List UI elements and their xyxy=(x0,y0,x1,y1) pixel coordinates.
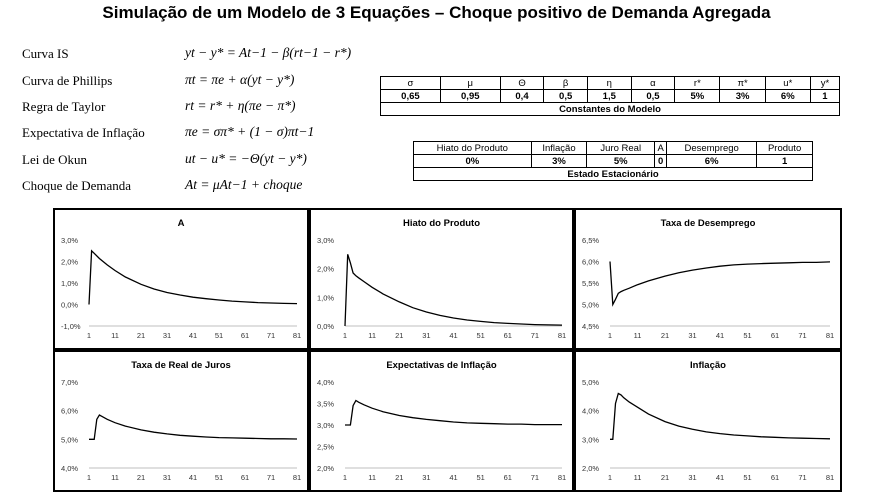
series-line xyxy=(89,415,297,439)
y-tick-label: 3,0% xyxy=(61,236,79,245)
x-tick-label: 61 xyxy=(770,473,780,482)
y-tick-label: 2,0% xyxy=(317,464,335,473)
chart-svg xyxy=(576,210,840,348)
x-tick-label: 51 xyxy=(214,473,224,482)
x-tick-label: 81 xyxy=(292,331,302,340)
steady-state-caption-row xyxy=(414,168,813,181)
x-tick-label: 21 xyxy=(660,473,670,482)
y-tick-label: 6,0% xyxy=(582,257,600,267)
table-cell: A xyxy=(655,142,667,155)
chart-title: Hiato do Produto xyxy=(402,218,481,229)
table-cell: 6% xyxy=(667,155,757,168)
table-cell: 0 xyxy=(655,155,667,168)
x-tick-label: 71 xyxy=(530,473,540,482)
chart-panel-expectativas xyxy=(309,350,574,492)
x-tick-label: 41 xyxy=(449,473,458,482)
x-tick-label: 51 xyxy=(743,473,752,482)
x-tick-label: 1 xyxy=(86,473,92,482)
x-tick-label: 31 xyxy=(688,331,697,340)
chart-panel-a xyxy=(53,208,309,350)
table-cell: Desemprego xyxy=(667,142,757,155)
x-tick-label: 41 xyxy=(715,473,725,482)
y-tick-label: 1,0% xyxy=(317,293,335,303)
series-line xyxy=(610,262,830,305)
chart-svg xyxy=(55,210,307,348)
x-tick-label: 11 xyxy=(368,331,377,340)
x-tick-label: 31 xyxy=(422,473,431,482)
x-tick-label: 71 xyxy=(530,331,540,340)
steady-state-table xyxy=(413,141,813,181)
chart-title: Expectativas de Inflação xyxy=(386,360,497,371)
page-title: Simulação de um Modelo de 3 Equações – Choque positivo de Demanda Agregada xyxy=(102,3,771,22)
steady-state-caption: Estado Estacionário xyxy=(414,168,813,181)
x-tick-label: 21 xyxy=(395,473,404,482)
series-line xyxy=(345,401,562,426)
x-tick-label: 81 xyxy=(825,473,835,482)
table-cell: 0,65 xyxy=(381,90,441,103)
table-cell: 5% xyxy=(587,155,655,168)
x-tick-label: 51 xyxy=(476,473,485,482)
chart-panel-desemprego xyxy=(574,208,842,350)
y-tick-label: 0,0% xyxy=(317,322,335,331)
y-tick-label: 3,5% xyxy=(317,399,335,409)
x-tick-label: 51 xyxy=(214,331,224,340)
y-tick-label: 1,0% xyxy=(61,279,79,288)
chart-title: Taxa de Desemprego xyxy=(660,218,756,229)
x-tick-label: 11 xyxy=(368,473,377,482)
table-cell: σ xyxy=(381,77,441,90)
equation-formula-shock: At = μAt−1 + choque xyxy=(185,177,303,192)
x-tick-label: 21 xyxy=(136,331,146,340)
x-tick-label: 21 xyxy=(660,331,670,340)
x-tick-label: 81 xyxy=(825,331,835,340)
steady-state-header-row xyxy=(414,142,813,155)
equation-formula-expectations: πe = σπ* + (1 − σ)πt−1 xyxy=(185,124,315,139)
y-tick-label: 5,0% xyxy=(582,378,600,387)
table-cell: 0% xyxy=(414,155,532,168)
chart-title: A xyxy=(177,218,185,229)
x-tick-label: 31 xyxy=(422,331,431,340)
table-cell: 6% xyxy=(765,90,810,103)
chart-svg xyxy=(311,352,572,490)
equation-formula-taylor: rt = r* + η(πe − π*) xyxy=(185,98,296,113)
x-tick-label: 31 xyxy=(162,331,172,340)
x-tick-label: 31 xyxy=(688,473,697,482)
y-tick-label: 7,0% xyxy=(61,378,79,387)
x-tick-label: 51 xyxy=(743,331,752,340)
chart-svg xyxy=(55,352,307,490)
x-tick-label: 61 xyxy=(240,331,250,340)
table-cell: Θ xyxy=(500,77,544,90)
x-tick-label: 61 xyxy=(503,473,512,482)
constants-header-row xyxy=(381,77,840,90)
table-cell: Inflação xyxy=(531,142,587,155)
y-tick-label: 2,0% xyxy=(61,257,79,267)
x-tick-label: 1 xyxy=(86,331,92,340)
y-tick-label: 6,5% xyxy=(582,236,600,245)
chart-title: Inflação xyxy=(690,360,726,371)
table-cell: μ xyxy=(440,77,500,90)
chart-panel-juros xyxy=(53,350,309,492)
y-tick-label: 6,0% xyxy=(61,406,79,416)
x-tick-label: 1 xyxy=(342,331,348,340)
x-tick-label: 11 xyxy=(111,473,119,482)
y-tick-label: 3,0% xyxy=(582,435,600,445)
x-tick-label: 1 xyxy=(342,473,348,482)
x-tick-label: 71 xyxy=(798,473,807,482)
table-cell: 1 xyxy=(810,90,839,103)
x-tick-label: 41 xyxy=(715,331,725,340)
table-cell: 0,95 xyxy=(440,90,500,103)
series-line xyxy=(345,254,562,326)
equation-formula-phillips: πt = πe + α(yt − y*) xyxy=(185,72,295,87)
table-cell: π* xyxy=(720,77,765,90)
table-cell: 0,4 xyxy=(500,90,544,103)
chart-panel-inflacao xyxy=(574,350,842,492)
steady-state-value-row xyxy=(414,155,813,168)
equation-label-phillips: Curva de Phillips xyxy=(22,73,113,88)
x-tick-label: 41 xyxy=(188,331,198,340)
x-tick-label: 51 xyxy=(476,331,485,340)
x-tick-label: 11 xyxy=(633,473,642,482)
x-tick-label: 81 xyxy=(292,473,302,482)
equation-label-expectations: Expectativa de Inflação xyxy=(22,125,145,140)
table-cell: 0,5 xyxy=(544,90,588,103)
x-tick-label: 71 xyxy=(266,331,276,340)
y-tick-label: 4,0% xyxy=(582,406,600,416)
chart-svg xyxy=(311,210,572,348)
y-tick-label: 5,0% xyxy=(582,300,600,310)
x-tick-label: 41 xyxy=(188,473,198,482)
table-cell: Hiato do Produto xyxy=(414,142,532,155)
table-cell: 3% xyxy=(720,90,765,103)
y-tick-label: 4,0% xyxy=(317,378,335,387)
table-cell: u* xyxy=(765,77,810,90)
y-tick-label: 5,5% xyxy=(582,279,600,288)
equation-formula-okun: ut − u* = −Θ(yt − y*) xyxy=(185,151,307,166)
x-tick-label: 31 xyxy=(162,473,172,482)
y-tick-label: 3,0% xyxy=(317,421,335,430)
table-cell: r* xyxy=(675,77,720,90)
x-tick-label: 81 xyxy=(557,331,567,340)
x-tick-label: 81 xyxy=(557,473,567,482)
table-cell: 1 xyxy=(757,155,813,168)
y-tick-label: 3,0% xyxy=(317,236,335,245)
equation-label-is: Curva IS xyxy=(22,46,69,61)
constants-value-row xyxy=(381,90,840,103)
table-cell: Juro Real xyxy=(587,142,655,155)
series-line xyxy=(610,394,830,440)
constants-caption-row xyxy=(381,103,840,116)
equation-formula-is: yt − y* = At−1 − β(rt−1 − r*) xyxy=(185,45,352,60)
series-line xyxy=(89,251,297,305)
x-tick-label: 21 xyxy=(136,473,146,482)
x-tick-label: 61 xyxy=(240,473,250,482)
y-tick-label: 2,5% xyxy=(317,442,335,452)
y-tick-label: 5,0% xyxy=(61,435,79,445)
y-tick-label: 4,5% xyxy=(582,322,600,331)
table-cell: 5% xyxy=(675,90,720,103)
x-tick-label: 71 xyxy=(798,331,807,340)
y-tick-label: 2,0% xyxy=(317,264,335,274)
table-cell: β xyxy=(544,77,588,90)
x-tick-label: 1 xyxy=(607,473,613,482)
y-tick-label: 0,0% xyxy=(61,300,79,310)
x-tick-label: 11 xyxy=(111,331,119,340)
constants-caption: Constantes do Modelo xyxy=(381,103,840,116)
chart-svg xyxy=(576,352,840,490)
table-cell: y* xyxy=(810,77,839,90)
x-tick-label: 61 xyxy=(770,331,780,340)
chart-panel-hiato xyxy=(309,208,574,350)
equation-label-shock: Choque de Demanda xyxy=(22,178,132,193)
table-cell: 1,5 xyxy=(587,90,631,103)
y-tick-label: -1,0% xyxy=(61,322,81,331)
x-tick-label: 71 xyxy=(266,473,276,482)
x-tick-label: 21 xyxy=(395,331,404,340)
chart-title: Taxa de Real de Juros xyxy=(131,360,231,371)
y-tick-label: 2,0% xyxy=(582,464,600,473)
equation-label-okun: Lei de Okun xyxy=(22,152,87,167)
table-cell: Produto xyxy=(757,142,813,155)
x-tick-label: 1 xyxy=(607,331,613,340)
table-cell: α xyxy=(631,77,675,90)
y-tick-label: 4,0% xyxy=(61,464,79,473)
table-cell: η xyxy=(587,77,631,90)
table-cell: 0,5 xyxy=(631,90,675,103)
constants-table xyxy=(380,76,840,116)
table-cell: 3% xyxy=(531,155,587,168)
x-tick-label: 61 xyxy=(503,331,512,340)
x-tick-label: 41 xyxy=(449,331,458,340)
x-tick-label: 11 xyxy=(633,331,642,340)
equation-label-taylor: Regra de Taylor xyxy=(22,99,106,114)
